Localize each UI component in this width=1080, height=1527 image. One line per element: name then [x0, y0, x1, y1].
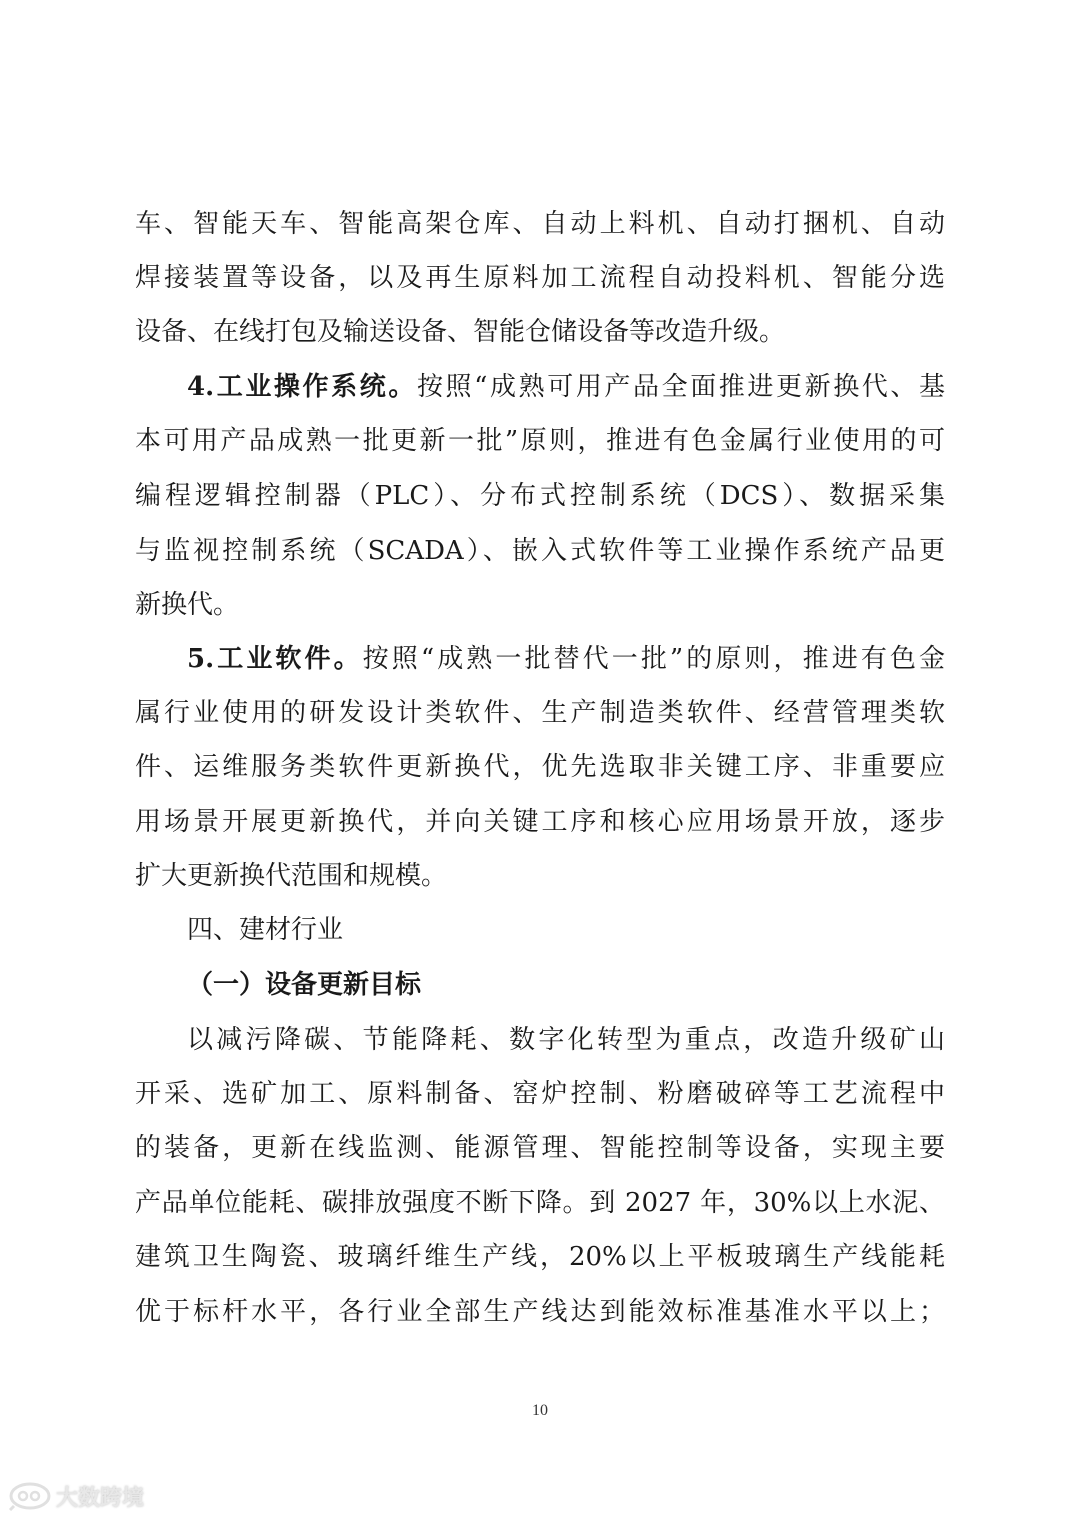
body-line: 焊接装置等设备，以及再生原料加工流程自动投料机、智能分选: [135, 263, 945, 293]
body-line: 建筑卫生陶瓷、玻璃纤维生产线，20%以上平板玻璃生产线能耗: [135, 1242, 945, 1272]
body-line: 的装备，更新在线监测、能源管理、智能控制等设备，实现主要: [135, 1133, 945, 1163]
body-line: 设备、在线打包及输送设备、智能仓储设备等改造升级。: [135, 317, 786, 347]
item-heading: 4.工业操作系统。: [187, 372, 417, 402]
body-line: 与监视控制系统（SCADA）、嵌入式软件等工业操作系统产品更: [135, 536, 945, 566]
body-line: 扩大更新换代范围和规模。: [135, 861, 448, 891]
body-line: 新换代。: [135, 590, 240, 620]
body-line: 产品单位能耗、碳排放强度不断下降。到 2027 年，30%以上水泥、: [135, 1188, 945, 1218]
body-line: 优于标杆水平，各行业全部生产线达到能效标准基准水平以上；: [135, 1297, 945, 1327]
body-line: 用场景开展更新换代，并向关键工序和核心应用场景开放，逐步: [135, 807, 945, 837]
body-line: 本可用产品成熟一批更新一批”原则，推进有色金属行业使用的可: [135, 426, 945, 456]
body-line: 件、运维服务类软件更新换代，优先选取非关键工序、非重要应: [135, 752, 945, 782]
subsection-heading: （一）设备更新目标: [187, 970, 422, 1000]
body-line: 以减污降碳、节能降耗、数字化转型为重点，改造升级矿山: [187, 1025, 945, 1055]
page-number: 10: [532, 1402, 548, 1419]
section-item-5: [187, 637, 945, 681]
body-line: 车、智能天车、智能高架仓库、自动上料机、自动打捆机、自动: [135, 209, 945, 239]
item-text: 按照“成熟一批替代一批”的原则，推进有色金: [362, 644, 945, 674]
watermark: [8, 1478, 144, 1514]
brand-logo-icon: [8, 1481, 52, 1511]
section-item-4: [187, 365, 945, 409]
body-line: 属行业使用的研发设计类软件、生产制造类软件、经营管理类软: [135, 698, 945, 728]
watermark-text: 大数跨境: [56, 1485, 145, 1511]
item-heading: 5.工业软件。: [187, 644, 363, 674]
body-line: 编程逻辑控制器（PLC）、分布式控制系统（DCS）、数据采集: [135, 481, 945, 511]
section-heading: 四、建材行业: [187, 915, 344, 945]
body-line: 开采、选矿加工、原料制备、窑炉控制、粉磨破碎等工艺流程中: [135, 1079, 945, 1109]
item-text: 按照“成熟可用产品全面推进更新换代、基: [416, 372, 945, 402]
